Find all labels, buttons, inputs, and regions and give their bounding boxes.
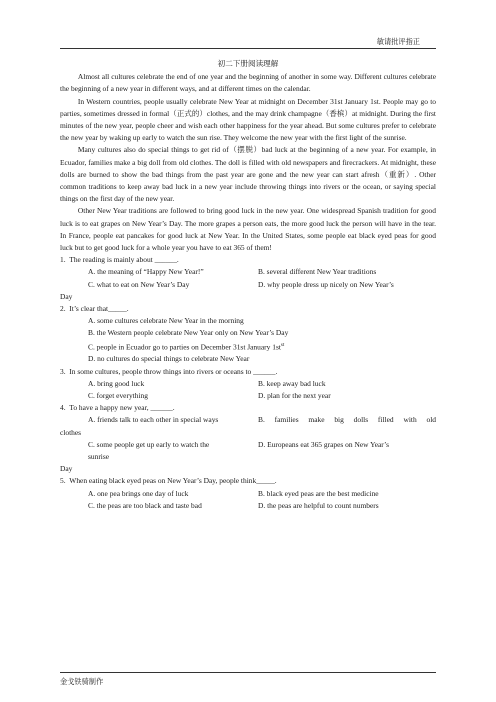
question-4-option-d: D. Europeans eat 365 grapes on New Year’s <box>258 439 390 449</box>
question-4-option-b-continuation: clothes <box>60 427 82 437</box>
question-5-stem: 5. When eating black eyed peas on New Year’s Day, people think_____. <box>60 476 277 486</box>
question-4-stem: 4. To have a happy new year, ______. <box>60 403 175 413</box>
document-body <box>60 58 436 512</box>
question-2-option-c <box>88 340 436 354</box>
question-1-option-c: C. what to eat on New Year’s Day <box>88 279 190 289</box>
paragraph-1: Almost all cultures celebrate the end of one year and the beginning of another in some way. Different cultures celebrate the beginning of a new year in different ways, and at different times on the calendar. <box>60 72 436 94</box>
question-3-options <box>60 378 436 402</box>
document-title: 初二下册阅读理解 <box>217 59 279 68</box>
question-4-options <box>60 414 436 426</box>
question-2-stem: 2. It’s clear that_____. <box>60 304 129 314</box>
question-1-option-a: A. the meaning of “Happy New Year!” <box>88 267 204 277</box>
question-4-option-c: C. some people get up early to watch the sunrise <box>88 439 210 461</box>
footer-text: 金戈铁骑制作 <box>60 678 104 686</box>
superscript-st: st <box>280 342 285 348</box>
question-5-option-a: A. one pea brings one day of luck <box>88 488 189 498</box>
question-3-option-b: B. keep away bad luck <box>258 378 326 388</box>
question-2-option-b: B. the Western people celebrate New Year only on New Year’s Day <box>88 328 289 338</box>
question-5-option-b: B. black eyed peas are the best medicine <box>258 488 379 498</box>
paragraph-2: In Western countries, people usually celebrate New Year at midnight on December 31st January 1st. People may go to parties, sometimes dressed in formal（正式的）clothes, and the may drink champagne（香槟）at midnight. During the first minutes of the new year, people cheer and wish each other happiness for the year ahead. But some cultures prefer to celebrate the new year by waking up early to watch the sun rise. They welcome the new year with the first light of the sunrise. <box>60 96 436 143</box>
question-4-options-continued <box>60 439 436 463</box>
question-3-option-d: D. plan for the next year <box>258 390 331 400</box>
question-1-option-b: B. several different New Year traditions <box>258 267 377 277</box>
question-4-option-b: B. families make big dolls filled with old <box>258 415 436 425</box>
footer-rule <box>60 672 436 673</box>
question-1-options <box>60 266 436 290</box>
question-5-option-c: C. the peas are too black and taste bad <box>88 500 202 510</box>
question-1-option-d-continuation: Day <box>60 291 73 301</box>
question-1-stem: 1. The reading is mainly about ______. <box>60 255 179 265</box>
question-3-option-c: C. forget everything <box>88 390 148 400</box>
question-5-options <box>60 488 436 512</box>
header-rule <box>60 48 436 49</box>
question-2-option-d: D. no cultures do special things to celebrate New Year <box>88 354 250 364</box>
question-2-option-c-text: C. people in Ecuador go to parties on December 31st January 1st <box>88 342 281 352</box>
question-4-option-d-continuation: Day <box>60 464 73 474</box>
question-2-options <box>60 315 436 365</box>
question-2-option-a: A. some cultures celebrate New Year in the morning <box>88 316 244 326</box>
question-3-option-a: A. bring good luck <box>88 378 145 388</box>
question-1-option-d: D. why people dress up nicely on New Year’s <box>258 279 394 289</box>
paragraph-3: Many cultures also do special things to get rid of（摆脱）bad luck at the beginning of a new year. For example, in Ecuador, families make a big doll from old clothes. The doll is filled with old newspapers and firecrackers. At midnight, these dolls are burned to show the bad things from the past year are gone and the new year can start afresh（重新）. Other common traditions to keep away bad luck in a new year include throwing things into rivers or the ocean, or saying special things on the first day of the new year. <box>60 145 436 204</box>
question-5-option-d: D. the peas are helpful to count numbers <box>258 500 379 510</box>
header-text: 敏请批评指正 <box>376 38 420 46</box>
question-3-stem: 3. In some cultures, people throw things into rivers or oceans to ______. <box>60 366 278 376</box>
paragraph-4: Other New Year traditions are followed to bring good luck in the new year. One widespread Spanish tradition for good luck is to eat grapes on New Year’s Day. The more grapes a person eats, the more good luck the person will have in the tear. In France, people eat pancakes for good luck at New Year. In the United States, some people eat black eyed peas for good luck but to get good luck for a whole year you have to eat 365 of them! <box>60 206 436 253</box>
question-4-option-a: A. friends talk to each other in special ways <box>88 415 219 425</box>
